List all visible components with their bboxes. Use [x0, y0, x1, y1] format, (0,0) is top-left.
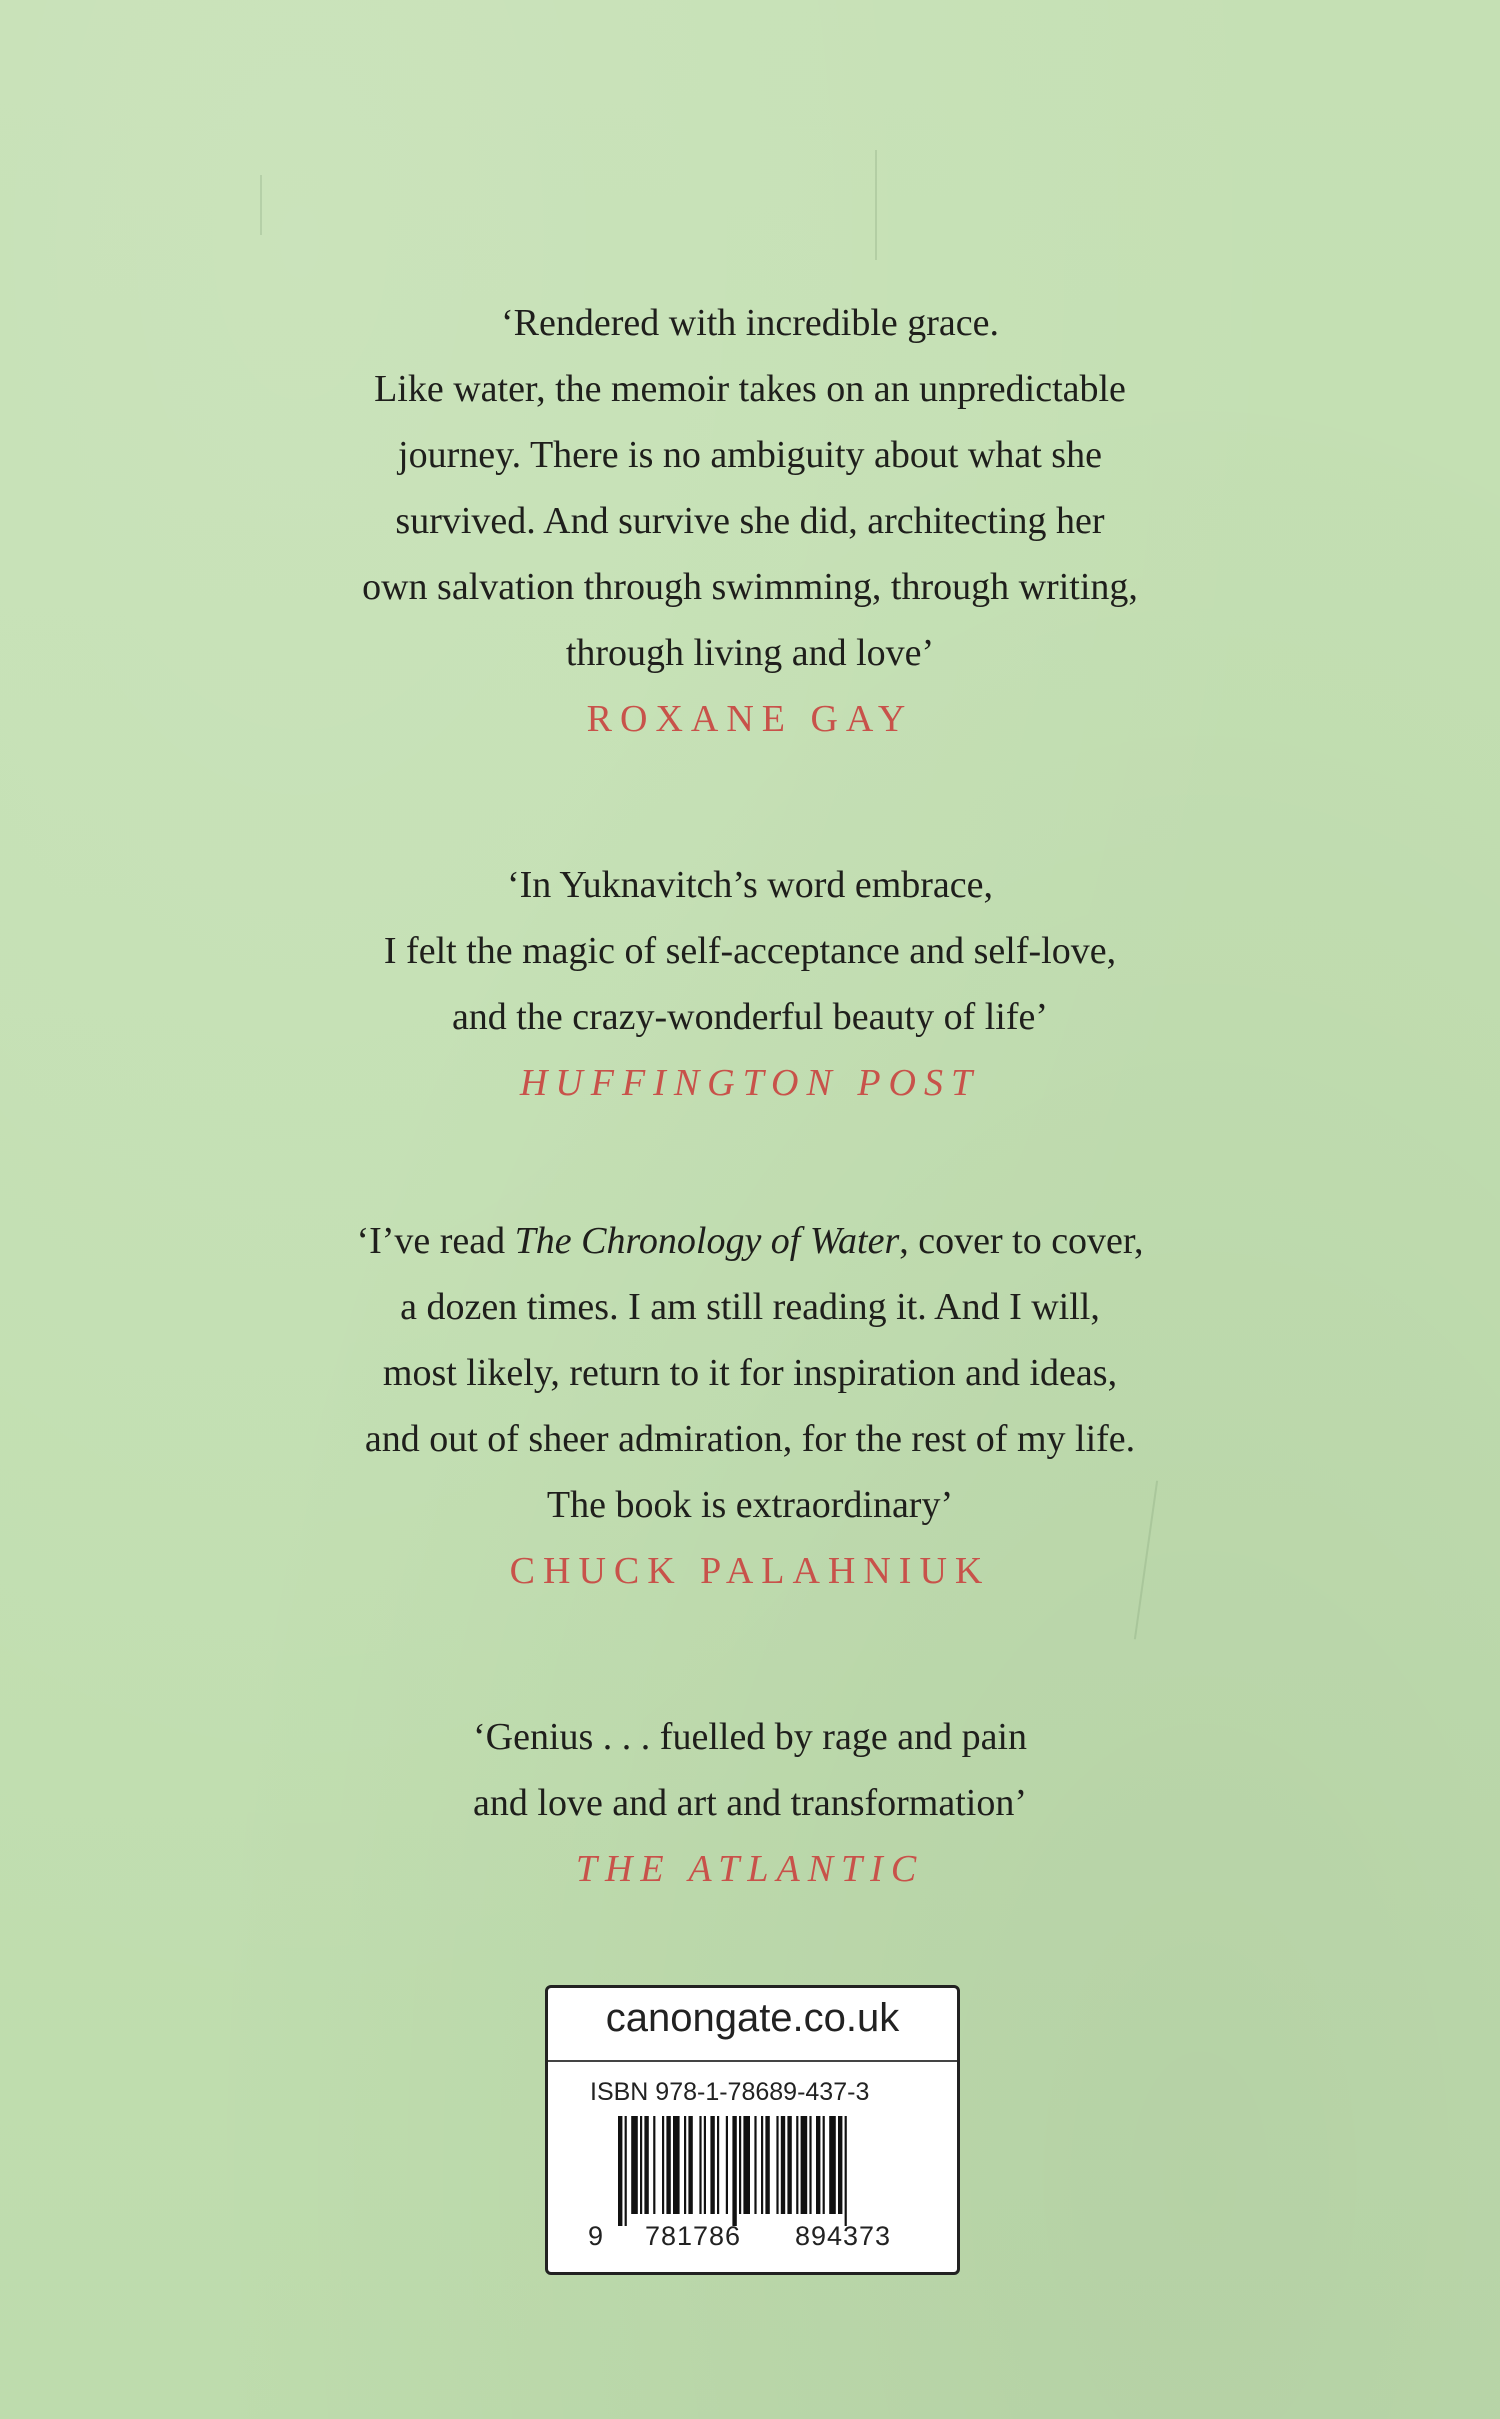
quote-line: and the crazy-wonderful beauty of life’	[451, 996, 1049, 1038]
quote-chuck-palahniuk	[200, 1208, 1300, 1604]
barcode-bar	[776, 2116, 778, 2214]
barcode-digits	[588, 2221, 928, 2252]
isbn-number: ISBN 978-1-78689-437-3	[590, 2078, 870, 2106]
barcode-bar	[710, 2116, 714, 2214]
barcode-bar	[618, 2116, 622, 2226]
review-quotes	[0, 290, 1500, 1902]
paper-crease	[260, 175, 262, 235]
barcode-digit-group: 781786	[644, 2221, 742, 2251]
quote-line: ‘Genius . . . fuelled by rage and pain	[473, 1716, 1027, 1758]
label-divider	[548, 2060, 957, 2062]
barcode-bar	[631, 2116, 638, 2214]
quote-line: Like water, the memoir takes on an unpredictable	[374, 368, 1126, 410]
barcode-bar	[732, 2116, 736, 2226]
barcode-bar	[699, 2116, 701, 2214]
barcode-bar	[787, 2116, 791, 2214]
quote-line: survived. And survive she did, architecting her	[395, 500, 1105, 542]
quote-attribution: HUFFINGTON POST	[519, 1062, 981, 1104]
barcode-bar	[666, 2116, 670, 2214]
quote-attribution: ROXANE GAY	[586, 698, 914, 740]
quote-line: most likely, return to it for inspiration and ideas,	[382, 1352, 1118, 1394]
barcode-bar	[801, 2116, 808, 2214]
book-title: The Chronology of Water	[514, 1220, 900, 1262]
quote-huffington-post	[200, 852, 1300, 1116]
barcode-label	[545, 1985, 960, 2275]
barcode-bar	[644, 2116, 648, 2214]
barcode-bar	[688, 2116, 692, 2214]
barcode-bar	[816, 2116, 820, 2214]
quote-line: The book is extraordinary’	[546, 1484, 954, 1526]
barcode-bar	[726, 2116, 728, 2214]
barcode-bar	[743, 2116, 750, 2214]
quote-line: and out of sheer admiration, for the rest of my life.	[364, 1418, 1136, 1460]
quote-line: through living and love’	[565, 632, 935, 674]
barcode-bar	[761, 2116, 763, 2214]
quote-line: and love and art and transformation’	[473, 1782, 1027, 1824]
barcode-bar	[717, 2116, 719, 2214]
quote-line: ‘Rendered with incredible grace.	[501, 302, 999, 344]
barcode-bar	[704, 2116, 706, 2214]
quote-text: ‘I’ve read	[356, 1220, 515, 1262]
barcode-bar	[809, 2116, 811, 2214]
barcode-bar	[653, 2116, 655, 2214]
quote-roxane-gay	[200, 290, 1300, 752]
barcode-bar	[765, 2116, 769, 2214]
barcode-icon	[618, 2116, 908, 2226]
quote-line	[200, 1208, 1300, 1274]
barcode-bar	[823, 2116, 825, 2214]
quote-line: I felt the magic of self-acceptance and self-love,	[383, 930, 1117, 972]
barcode-bar	[625, 2116, 627, 2226]
barcode-bar	[845, 2116, 847, 2226]
quote-the-atlantic	[200, 1704, 1300, 1902]
quote-attribution: THE ATLANTIC	[575, 1848, 925, 1890]
paper-crease	[875, 150, 877, 260]
quote-line: own salvation through swimming, through writing,	[362, 566, 1138, 608]
publisher-website: canongate.co.uk	[605, 1996, 900, 2040]
quote-text: , cover to cover,	[899, 1220, 1144, 1262]
quote-line: ‘In Yuknavitch’s word embrace,	[506, 864, 994, 906]
barcode-bar	[796, 2116, 798, 2214]
quote-line: a dozen times. I am still reading it. And I will,	[400, 1286, 1100, 1328]
quote-attribution: CHUCK PALAHNIUK	[509, 1550, 991, 1592]
barcode-bar	[781, 2116, 785, 2214]
barcode-bar	[829, 2116, 836, 2214]
barcode-digit-group: 894373	[794, 2221, 892, 2251]
barcode-bar	[673, 2116, 680, 2214]
barcode-bar	[662, 2116, 664, 2214]
barcode-bar	[684, 2116, 686, 2214]
barcode-digit-first: 9	[588, 2221, 604, 2251]
barcode-bar	[640, 2116, 642, 2214]
barcode-bar	[754, 2116, 756, 2214]
barcode-bar	[838, 2116, 842, 2214]
barcode-bar	[739, 2116, 741, 2214]
quote-line: journey. There is no ambiguity about what she	[398, 434, 1102, 476]
